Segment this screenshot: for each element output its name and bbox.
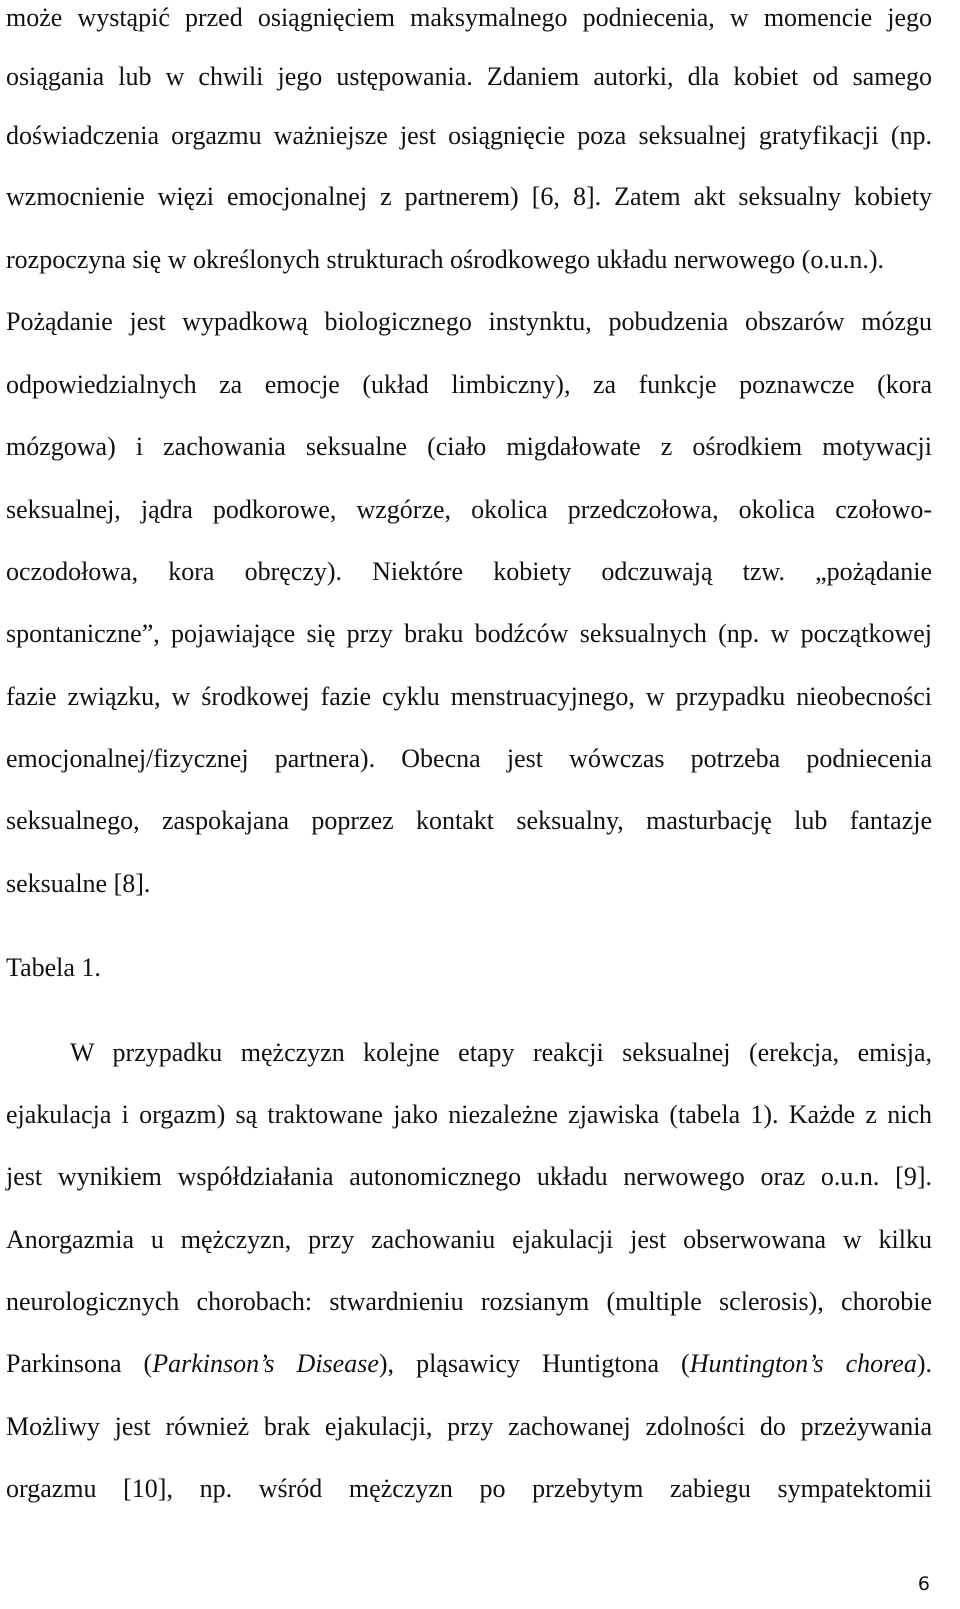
paragraph-1-line-2: osiągania lub w chwili jego ustępowania. Zdaniem autorki, dla kobiet od samego — [6, 62, 932, 91]
paragraph-2-line-3: mózgowa) i zachowania seksualne (ciało migdałowate z ośrodkiem motywacji — [6, 432, 932, 461]
paragraph-2-line-1: Pożądanie jest wypadkową biologicznego instynktu, pobudzenia obszarów mózgu — [6, 307, 932, 336]
paragraph-3-line-7: Możliwy jest również brak ejakulacji, przy zachowanej zdolności do przeżywania — [6, 1412, 932, 1441]
huntingtons-chorea-term: Huntington’s chorea — [689, 1349, 917, 1378]
paragraph-2-line-2: odpowiedzialnych za emocje (układ limbiczny), za funkcje poznawcze (kora — [6, 370, 932, 399]
paragraph-2-line-7: fazie związku, w środkowej fazie cyklu menstruacyjnego, w przypadku nieobecności — [6, 682, 932, 711]
paragraph-3-line-6 — [6, 1348, 932, 1380]
paragraph-3-line-5: neurologicznych chorobach: stwardnieniu rozsianym (multiple sclerosis), chorobie — [6, 1287, 932, 1316]
paragraph-3-line-1: W przypadku mężczyzn kolejne etapy reakcji seksualnej (erekcja, emisja, — [70, 1038, 932, 1067]
paragraph-2-line-9: seksualnego, zaspokajana poprzez kontakt seksualny, masturbację lub fantazje — [6, 806, 932, 835]
parkinsons-disease-term: Parkinson’s Disease — [152, 1349, 379, 1378]
paragraph-3-line-6-text-2: ), pląsawicy Huntigtona ( — [378, 1349, 690, 1378]
paragraph-2-line-6: spontaniczne”, pojawiające się przy braku bodźców seksualnych (np. w początkowej — [6, 619, 932, 648]
paragraph-3-line-2: ejakulacja i orgazm) są traktowane jako niezależne zjawiska (tabela 1). Każde z nich — [6, 1100, 932, 1129]
paragraph-3-line-6-text-1: Parkinsona ( — [6, 1349, 153, 1378]
table-caption: Tabela 1. — [6, 953, 101, 982]
paragraph-1-line-1: może wystąpić przed osiągnięciem maksymalnego podniecenia, w momencie jego — [6, 3, 932, 32]
paragraph-3-line-4: Anorgazmia u mężczyzn, przy zachowaniu ejakulacji jest obserwowana w kilku — [6, 1225, 932, 1254]
paragraph-3-line-8: orgazmu [10], np. wśród mężczyzn po przebytym zabiegu sympatektomii — [6, 1474, 932, 1503]
paragraph-3-line-3: jest wynikiem współdziałania autonomicznego układu nerwowego oraz o.u.n. [9]. — [6, 1162, 932, 1191]
page-number: 6 — [917, 1573, 930, 1595]
paragraph-1-line-5: rozpoczyna się w określonych strukturach ośrodkowego układu nerwowego (o.u.n.). — [6, 245, 884, 274]
paragraph-2-line-5: oczodołowa, kora obręczy). Niektóre kobiety odczuwają tzw. „pożądanie — [6, 557, 932, 586]
paragraph-2-line-8: emocjonalnej/fizycznej partnera). Obecna jest wówczas potrzeba podniecenia — [6, 744, 932, 773]
paragraph-2-line-4: seksualnej, jądra podkorowe, wzgórze, okolica przedczołowa, okolica czołowo- — [6, 495, 932, 524]
paragraph-2-line-10: seksualne [8]. — [6, 869, 151, 898]
paragraph-1-line-4: wzmocnienie więzi emocjonalnej z partnerem) [6, 8]. Zatem akt seksualny kobiety — [6, 182, 932, 211]
paragraph-3-line-6-text-3: ). — [916, 1349, 933, 1378]
paragraph-1-line-3: doświadczenia orgazmu ważniejsze jest osiągnięcie poza seksualnej gratyfikacji (np. — [6, 121, 932, 150]
